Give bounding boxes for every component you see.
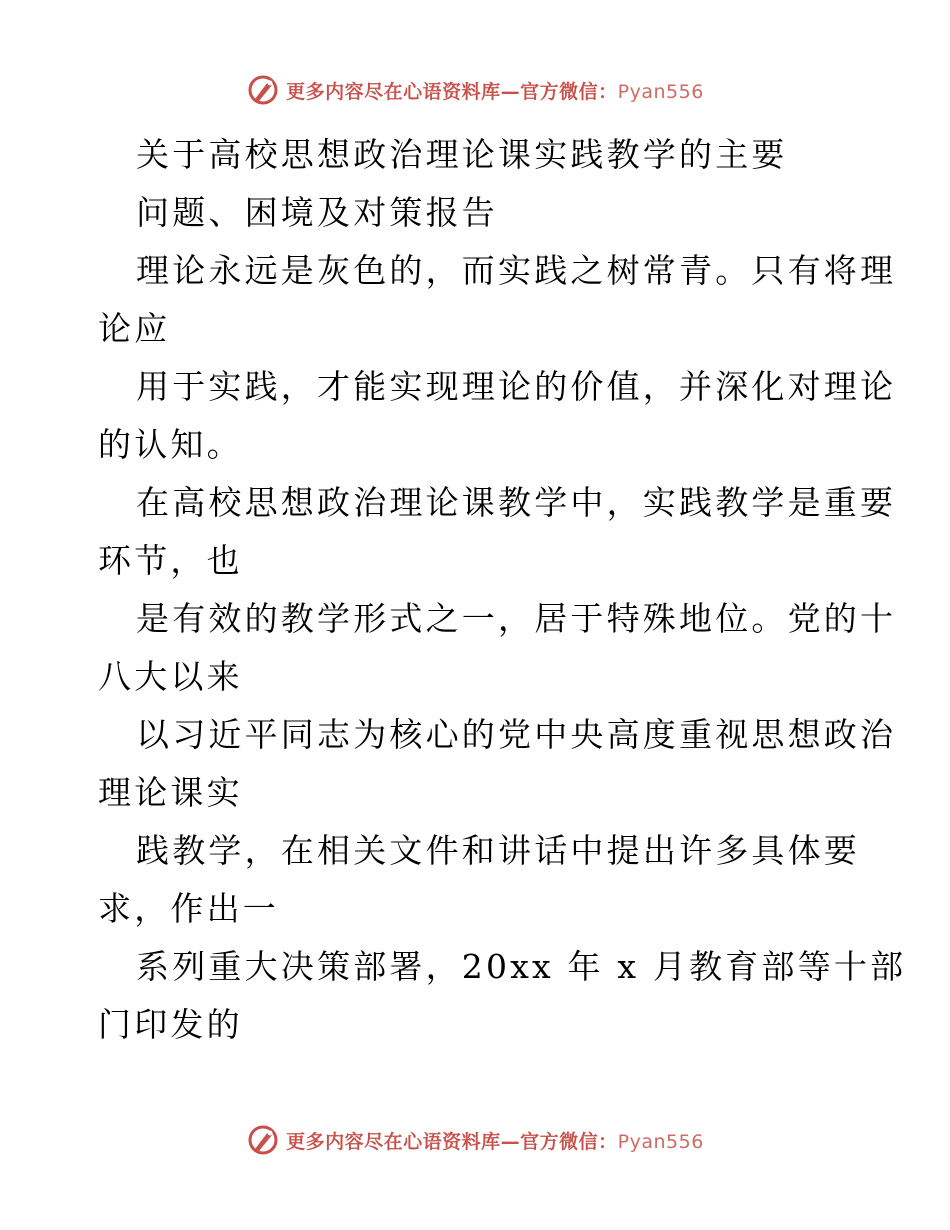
body-line: 环节，也 [98, 541, 243, 580]
watermark-text: 更多内容尽在心语资料库—官方微信：Pyan556 [286, 1130, 704, 1153]
watermark-text: 更多内容尽在心语资料库—官方微信：Pyan556 [286, 80, 704, 103]
body-line: 门印发的 [98, 1005, 243, 1044]
header-watermark [0, 70, 950, 110]
pen-logo-icon [246, 73, 280, 107]
body-line: 论应 [98, 309, 171, 348]
body-line: 系列重大决策部署，20xx 年 x 月教育部等十部 [136, 947, 907, 986]
body-line: 在高校思想政治理论课教学中，实践教学是重要 [136, 483, 897, 522]
watermark-id: Pyan556 [617, 80, 704, 103]
pen-logo-icon [246, 1123, 280, 1157]
body-line: 理论课实 [98, 773, 243, 812]
body-line: 践教学，在相关文件和讲话中提出许多具体要 [136, 831, 860, 870]
document-title-line-1: 关于高校思想政治理论课实践教学的主要 [136, 135, 788, 174]
body-line: 的认知。 [98, 425, 243, 464]
document-title-line-2: 问题、困境及对策报告 [136, 193, 498, 232]
footer-watermark [0, 1120, 950, 1160]
body-line: 八大以来 [98, 657, 243, 696]
document-body [98, 126, 907, 1054]
watermark-id: Pyan556 [617, 1130, 704, 1153]
body-line: 理论永远是灰色的，而实践之树常青。只有将理 [136, 251, 897, 290]
body-line: 是有效的教学形式之一，居于特殊地位。党的十 [136, 599, 897, 638]
body-line: 以习近平同志为核心的党中央高度重视思想政治 [136, 715, 897, 754]
body-line: 求，作出一 [98, 889, 279, 928]
body-line: 用于实践，才能实现理论的价值，并深化对理论 [136, 367, 897, 406]
